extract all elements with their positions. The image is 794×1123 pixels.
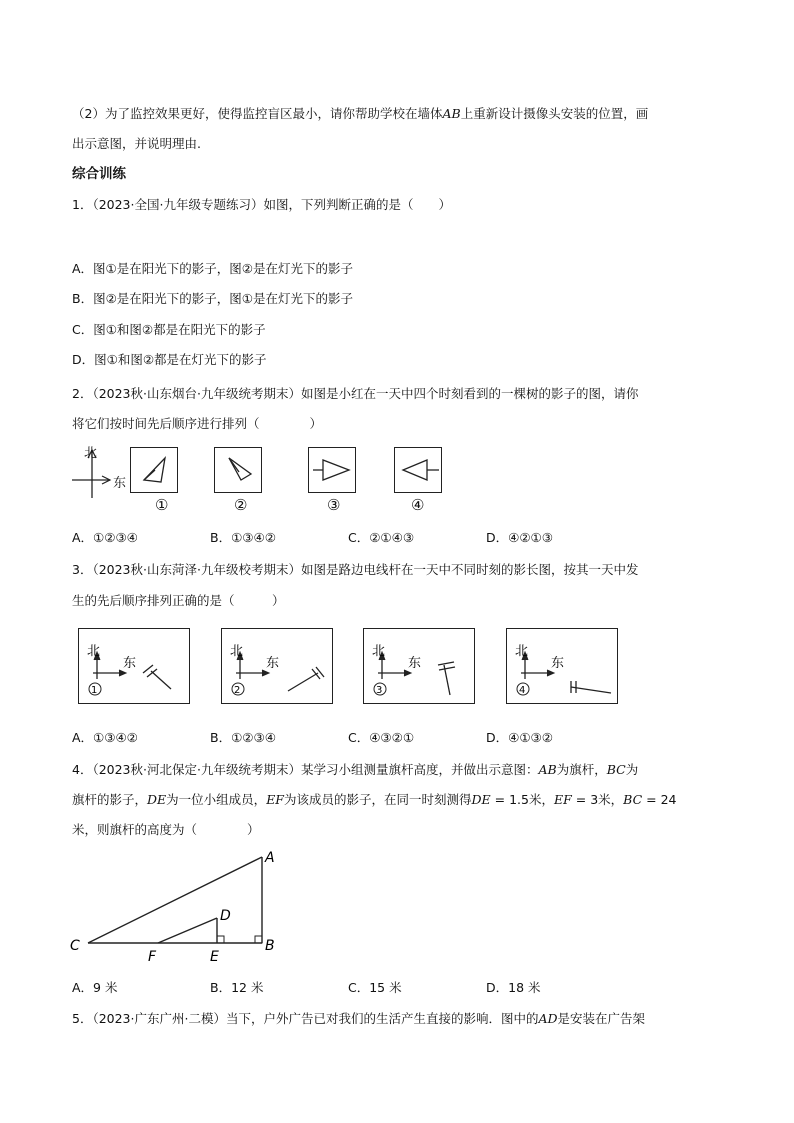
q3-fig1-north: 北 [87, 644, 101, 659]
q4-point-f: F [148, 949, 157, 965]
q2-label-3: ③ [327, 496, 341, 514]
q2-figure-1 [130, 447, 178, 493]
q4-point-c: C [70, 938, 80, 954]
q2-stem-line-1: 2．（2023秋·山东烟台·九年级统考期末）如图是小红在一天中四个时刻看到的一棵树的影子的图，请你 [72, 386, 639, 401]
q4-point-e: E [210, 949, 219, 965]
q3-stem-line-2: 生的先后顺序排列正确的是（ ） [72, 593, 285, 608]
q4-stem-line-1: 4．（2023秋·河北保定·九年级统考期末）某学习小组测量旗杆高度，并做出示意图：AB为旗杆，BC为 [72, 762, 639, 777]
q3-option-b[interactable]: B．①②③④ [210, 730, 276, 745]
q2-option-d[interactable]: D．④②①③ [486, 530, 553, 545]
q2-label-2: ② [234, 496, 248, 514]
q1-option-b[interactable]: B．图②是在阳光下的影子，图①是在灯光下的影子 [72, 291, 353, 306]
q3-fig1-east: 东 [123, 656, 137, 671]
q3-fig3-east: 东 [408, 656, 422, 671]
q3-figure-3 [363, 628, 475, 704]
q2-figure-2 [214, 447, 262, 493]
intro-line-2: 出示意图，并说明理由. [72, 136, 201, 151]
q3-fig2-north: 北 [230, 644, 244, 659]
q4-triangle-diagram [60, 840, 300, 970]
q2-compass-north-label: 北 [84, 446, 98, 461]
section-title: 综合训练 [72, 166, 126, 182]
q4-option-a[interactable]: A．9 米 [72, 980, 118, 995]
q4-option-d[interactable]: D．18 米 [486, 980, 541, 995]
q2-compass [68, 440, 138, 500]
q2-option-a[interactable]: A．①②③④ [72, 530, 138, 545]
q3-option-d[interactable]: D．④①③② [486, 730, 553, 745]
q2-label-1: ① [155, 496, 169, 514]
q4-point-d: D [220, 908, 231, 924]
q4-option-b[interactable]: B．12 米 [210, 980, 264, 995]
q3-figure-2 [221, 628, 333, 704]
q2-option-c[interactable]: C．②①④③ [348, 530, 415, 545]
q2-figure-4 [394, 447, 442, 493]
q3-fig3-north: 北 [372, 644, 386, 659]
q4-point-b: B [265, 938, 275, 954]
q2-stem-line-2: 将它们按时间先后顺序进行排列（ ） [72, 416, 323, 431]
q3-stem-line-1: 3．（2023秋·山东菏泽·九年级校考期末）如图是路边电线杆在一天中不同时刻的影长图，按其一天中发 [72, 562, 639, 577]
q2-compass-east-label: 东 [113, 476, 127, 491]
q4-stem-line-2: 旗杆的影子，DE为一位小组成员，EF为该成员的影子，在同一时刻测得DE = 1.5米，EF = 3米，BC = 24 [72, 792, 677, 807]
q3-fig2-number: 2 [234, 685, 241, 696]
q3-figure-1 [78, 628, 190, 704]
q5-stem: 5．（2023·广东广州·二模）当下，户外广告已对我们的生活产生直接的影响．图中的AD是安装在广告架 [72, 1011, 646, 1026]
q2-label-4: ④ [411, 496, 425, 514]
q1-option-d[interactable]: D．图①和图②都是在灯光下的影子 [72, 352, 267, 367]
q3-fig4-north: 北 [515, 644, 529, 659]
q2-option-b[interactable]: B．①③④② [210, 530, 276, 545]
q3-fig2-east: 东 [266, 656, 280, 671]
q1-stem: 1．（2023·全国·九年级专题练习）如图，下列判断正确的是（ ） [72, 197, 451, 212]
q4-stem-line-3: 米，则旗杆的高度为（ ） [72, 822, 260, 837]
q3-option-a[interactable]: A．①③④② [72, 730, 138, 745]
q3-fig1-number: 1 [91, 685, 98, 696]
intro-line-1: （2）为了监控效果更好，使得监控盲区最小，请你帮助学校在墙体AB上重新设计摄像头安装的位置，画 [72, 106, 649, 121]
q2-figure-3 [308, 447, 356, 493]
q3-option-c[interactable]: C．④③②① [348, 730, 415, 745]
q3-fig4-east: 东 [551, 656, 565, 671]
q1-option-c[interactable]: C．图①和图②都是在阳光下的影子 [72, 322, 266, 337]
q3-figure-4 [506, 628, 618, 704]
q3-fig4-number: 4 [519, 685, 526, 696]
q1-option-a[interactable]: A．图①是在阳光下的影子，图②是在灯光下的影子 [72, 261, 353, 276]
q4-option-c[interactable]: C．15 米 [348, 980, 402, 995]
q4-point-a: A [265, 850, 275, 866]
q3-fig3-number: 3 [376, 685, 383, 696]
